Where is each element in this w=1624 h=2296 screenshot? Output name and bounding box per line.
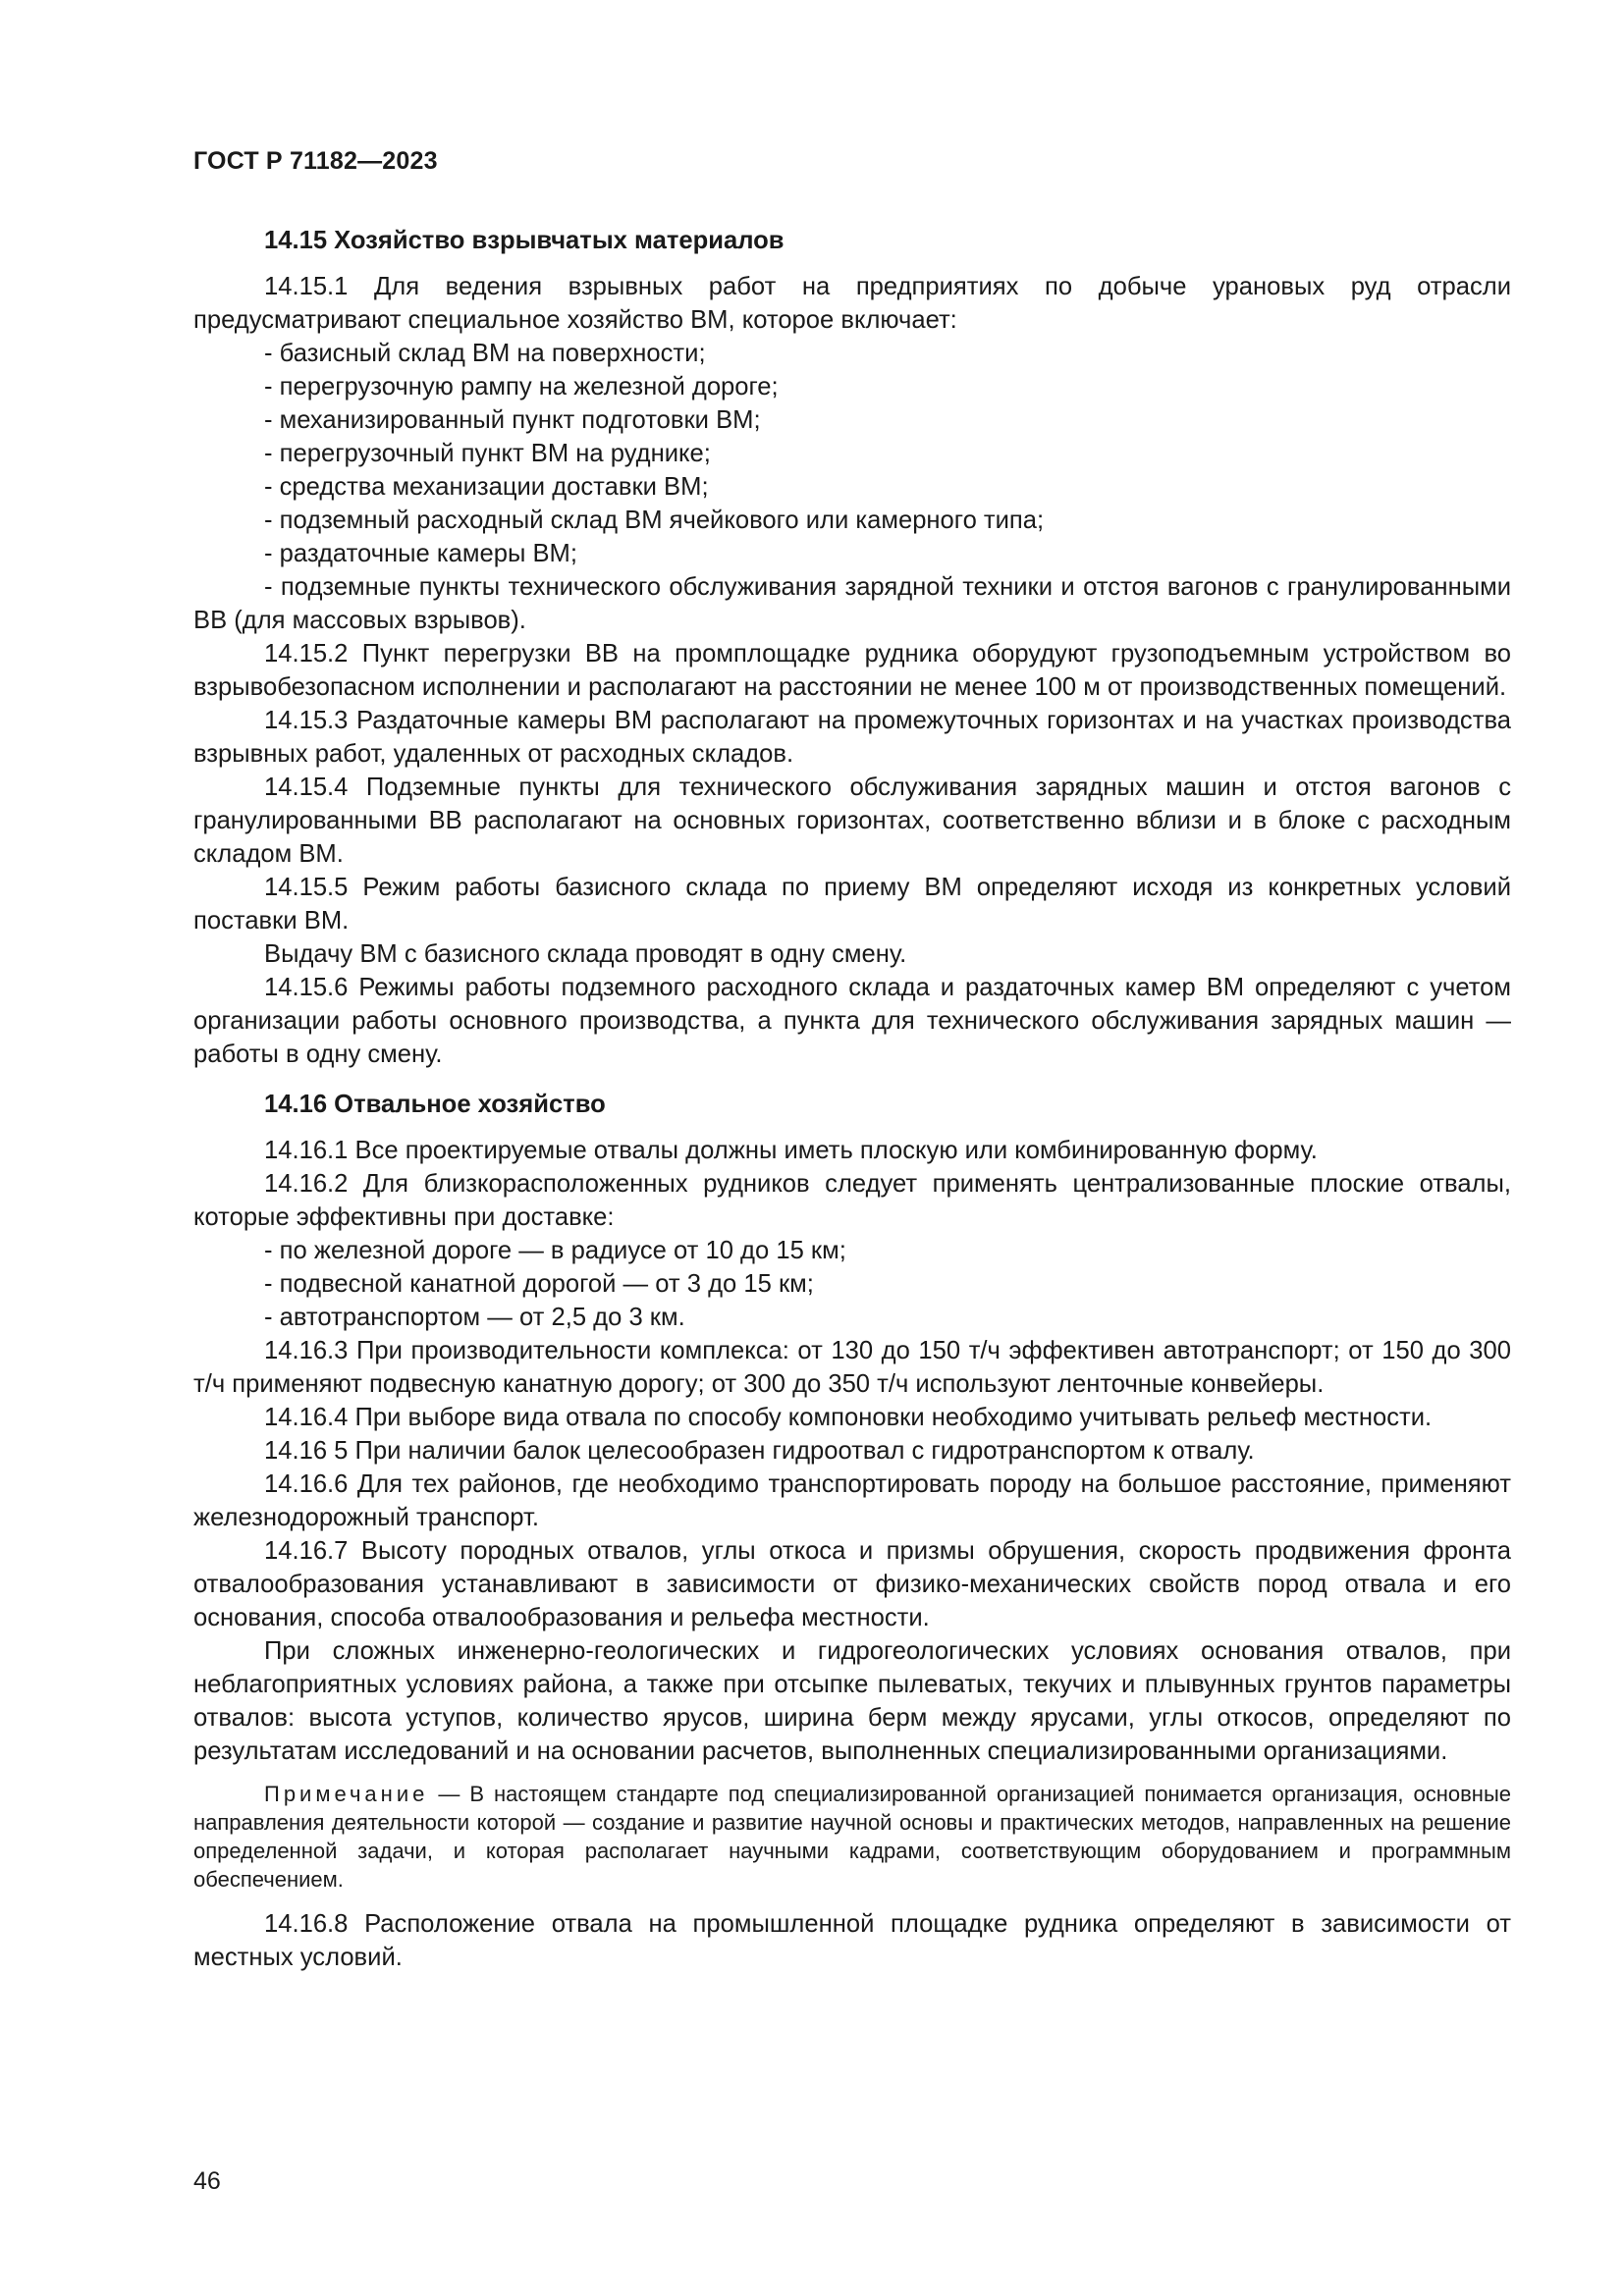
paragraph: 14.15.4 Подземные пункты для технического обслуживания зарядных машин и отстоя вагонов с гранулированными ВВ располагают на основных горизонтах, соответственно вблизи и в блоке с расходным складом ВМ. bbox=[193, 774, 1511, 868]
paragraph: 14.16.3 При производительности комплекса: от 130 до 150 т/ч эффективен автотранспорт; от 150 до 300 т/ч применяют подвесную канатную дорогу; от 300 до 350 т/ч используют ленточные конвейеры. bbox=[193, 1337, 1511, 1398]
section-spacer bbox=[193, 1071, 1511, 1088]
list-item: - по железной дороге — в радиусе от 10 до 15 км; bbox=[264, 1237, 846, 1264]
paragraph: 14.15.5 Режим работы базисного склада по приему ВМ определяют исходя из конкретных условий поставки ВМ. bbox=[193, 874, 1511, 934]
list-item: - подземные пункты технического обслуживания зарядной техники и отстоя вагонов с гранулированными ВВ (для массовых взрывов). bbox=[193, 573, 1511, 634]
list-item: - подвесной канатной дорогой — от 3 до 15 км; bbox=[264, 1270, 814, 1298]
section-heading: 14.15 Хозяйство взрывчатых материалов bbox=[264, 227, 785, 254]
paragraph: 14.16 5 При наличии балок целесообразен гидроотвал с гидротранспортом к отвалу. bbox=[264, 1437, 1255, 1465]
paragraph: 14.16.6 Для тех районов, где необходимо транспортировать породу на большое расстояние, применяют железнодорожный транспорт. bbox=[193, 1470, 1511, 1531]
list-item: - перегрузочную рампу на железной дороге; bbox=[264, 373, 779, 400]
list-item: - механизированный пункт подготовки ВМ; bbox=[264, 406, 761, 434]
paragraph: 14.15.3 Раздаточные камеры ВМ располагают на промежуточных горизонтах и на участках производства взрывных работ, удаленных от расходных складов. bbox=[193, 707, 1511, 768]
paragraph: 14.16.2 Для близкорасположенных рудников следует применять централизованные плоские отвалы, которые эффективны при доставке: bbox=[193, 1170, 1511, 1231]
paragraph: 14.15.2 Пункт перегрузки ВВ на промплощадке рудника оборудуют грузоподъемным устройством во взрывобезопасном исполнении и располагают на расстоянии не менее 100 м от производственных помещений. bbox=[193, 640, 1511, 701]
note-text: — В настоящем стандарте под специализированной организацией понимается организация, основные направления деятельности которой — создание и развитие научной основы и практических методов, направленных на решение определенной задачи, и которая располагает научными кадрами, соответствующим оборудованием и программным обеспечением. bbox=[193, 1782, 1511, 1892]
paragraph: Выдачу ВМ с базисного склада проводят в одну смену. bbox=[264, 940, 907, 968]
paragraph: 14.16.7 Высоту породных отвалов, углы откоса и призмы обрушения, скорость продвижения фронта отвалообразования устанавливают в зависимости от физико-механических свойств пород отвала и его основания, способа отвалообразования и рельефа местности. bbox=[193, 1537, 1511, 1631]
paragraph: 14.15.6 Режимы работы подземного расходного склада и раздаточных камер ВМ определяют с учетом организации работы основного производства, а пункта для технического обслуживания зарядных машин — работы в одну смену. bbox=[193, 974, 1511, 1068]
paragraph: 14.16.1 Все проектируемые отвалы должны иметь плоскую или комбинированную форму. bbox=[264, 1137, 1318, 1164]
page-number: 46 bbox=[193, 2167, 221, 2195]
note-label: Примечание bbox=[264, 1782, 429, 1806]
section-heading: 14.16 Отвальное хозяйство bbox=[264, 1091, 606, 1118]
list-item: - автотранспортом — от 2,5 до 3 км. bbox=[264, 1304, 685, 1331]
paragraph: 14.16.8 Расположение отвала на промышленной площадке рудника определяют в зависимости от местных условий. bbox=[193, 1910, 1511, 1971]
list-item: - подземный расходный склад ВМ ячейкового или камерного типа; bbox=[264, 507, 1045, 534]
paragraph: 14.16.4 При выборе вида отвала по способу компоновки необходимо учитывать рельеф местности. bbox=[264, 1404, 1433, 1431]
note bbox=[193, 1780, 1511, 1894]
list-item: - базисный склад ВМ на поверхности; bbox=[264, 340, 706, 367]
list-item: - перегрузочный пункт ВМ на руднике; bbox=[264, 440, 711, 467]
list-item: - средства механизации доставки ВМ; bbox=[264, 473, 709, 501]
paragraph: При сложных инженерно-геологических и гидрогеологических условиях основания отвалов, при неблагоприятных условиях района, а также при отсыпке пылеватых, текучих и плывунных грунтов параметры отвалов: высота уступов, количество ярусов, ширина берм между ярусами, углы откосов, определяют по результатам исследований и на основании расчетов, выполненных специализированными организациями. bbox=[193, 1637, 1511, 1765]
page-content bbox=[193, 224, 1511, 1974]
document-code: ГОСТ Р 71182—2023 bbox=[193, 147, 438, 175]
list-item: - раздаточные камеры ВМ; bbox=[264, 540, 577, 567]
paragraph: 14.15.1 Для ведения взрывных работ на предприятиях по добыче урановых руд отрасли предусматривают специальное хозяйство ВМ, которое включает: bbox=[193, 273, 1511, 334]
